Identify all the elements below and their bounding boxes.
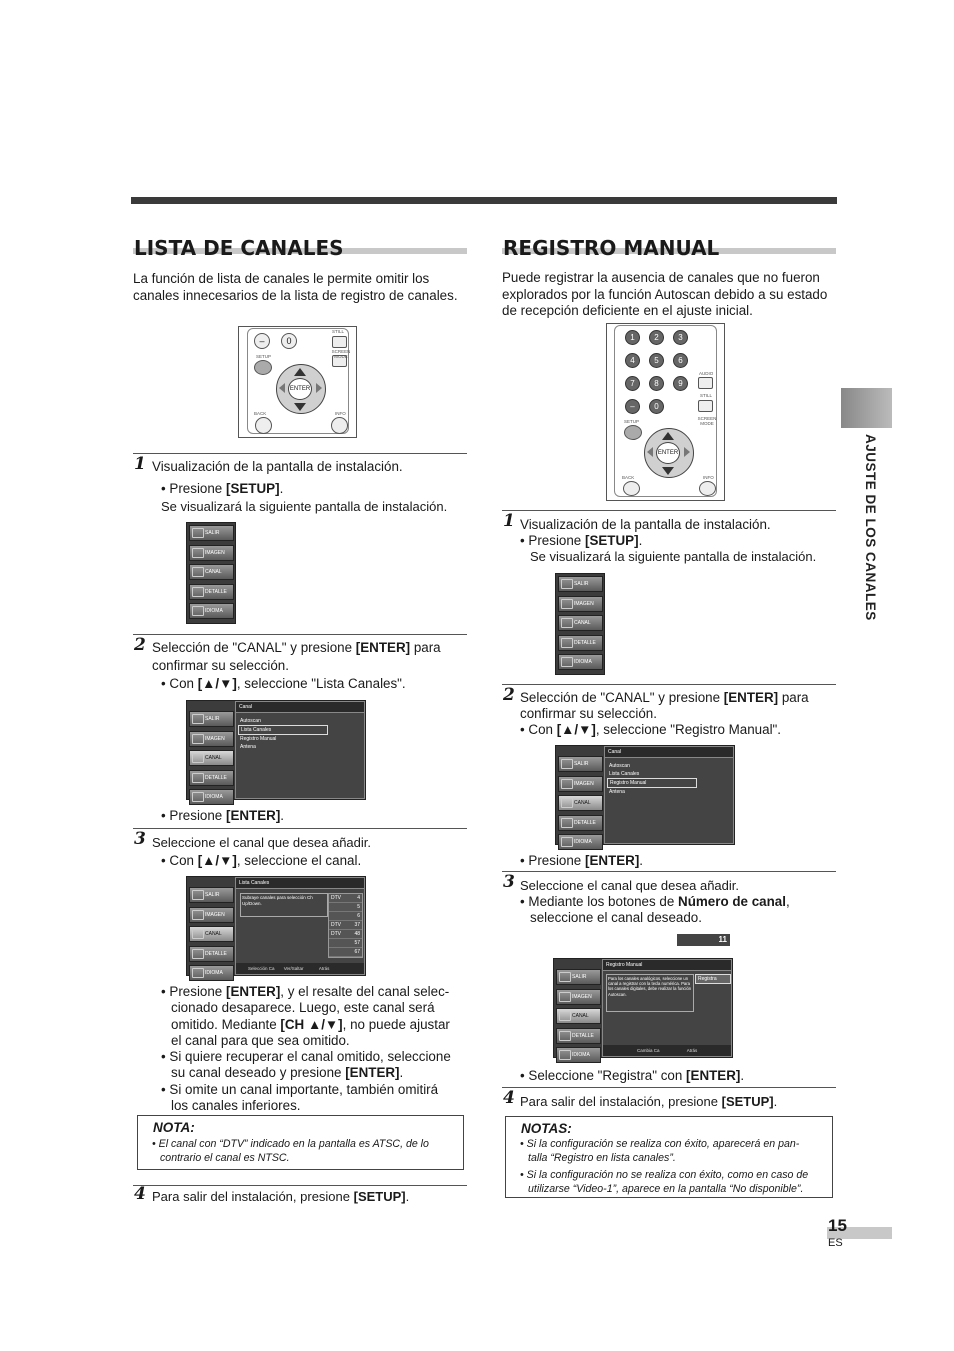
info-label: INFO — [335, 411, 346, 416]
num-6-button: 6 — [673, 353, 688, 368]
num-8-button: 8 — [649, 376, 664, 391]
dash-button: – — [254, 333, 270, 349]
menu-detalle: DETALLE — [556, 1028, 601, 1044]
step-2-bullet: • Con [▲/▼], seleccione "Registro Manual". — [520, 722, 782, 737]
screen-mode-label: SCREEN MODE — [331, 349, 351, 359]
menu-salir: SALIR — [189, 711, 234, 727]
menu-canal: CANAL — [556, 1008, 601, 1024]
menu-canal: CANAL — [189, 926, 234, 942]
channel-row: DTV 48 — [331, 931, 360, 937]
canal-panel — [604, 746, 734, 844]
item-registro-manual: Registro Manual — [240, 736, 277, 742]
num-4-button: 4 — [625, 353, 640, 368]
num-3-button: 3 — [673, 330, 688, 345]
notas-box — [505, 1116, 833, 1198]
info-label: INFO — [703, 475, 714, 480]
step-3-number: 3 — [503, 872, 515, 892]
channel-row: 57 — [329, 939, 362, 948]
num-1-button: 1 — [625, 330, 640, 345]
zero-button: 0 — [649, 399, 664, 414]
back-label: BACK — [622, 475, 635, 480]
step-rule — [133, 634, 467, 635]
step-2-bullet: • Con [▲/▼], seleccione "Lista Canales". — [161, 676, 406, 691]
menu-idioma: IDIOMA — [558, 834, 603, 850]
item-lista-canales: Lista Canales — [609, 771, 640, 777]
step-1-result: Se visualizará la siguiente pantalla de instalación. — [161, 499, 448, 514]
registro-manual-screen — [553, 958, 733, 1058]
step-rule — [502, 871, 836, 872]
menu-idioma: IDIOMA — [189, 603, 234, 619]
channel-row: 6 — [329, 912, 362, 921]
back-button — [255, 417, 272, 434]
notas-text: • Si la configuración se realiza con éxito, aparecerá en pan- talla “Registro en lista canales”. • Si la configuración no se realiza con éxito, como en caso de utilizarse “Video-1”, aparece en la pantalla “No disponible”. — [520, 1138, 809, 1195]
section-title-lista-canales: LISTA DE CANALES — [133, 238, 467, 254]
step-4-number: 4 — [503, 1088, 515, 1108]
screen-mode-label: SCREEN MODE — [697, 416, 717, 426]
registro-header: Registro Manual — [603, 960, 731, 971]
page-language: ES — [828, 1237, 843, 1249]
item-autoscan: Autoscan — [609, 763, 630, 769]
registro-intro: Puede registrar la ausencia de canales que no fueron explorados por la función Autoscan debido a su estado de recepción deficiente en el ajuste inicial. — [502, 270, 828, 318]
menu-idioma: IDIOMA — [189, 965, 234, 981]
step-1-result: Se visualizará la siguiente pantalla de instalación. — [530, 549, 817, 564]
num-5-button: 5 — [649, 353, 664, 368]
notas-title: NOTAS: — [521, 1121, 572, 1136]
step-4-number: 4 — [134, 1184, 146, 1204]
chapter-tab — [841, 388, 892, 428]
menu-imagen: IMAGEN — [556, 989, 601, 1005]
step-3-bullet-2: • Seleccione "Registra" con [ENTER]. — [520, 1068, 745, 1083]
menu-imagen: IMAGEN — [558, 596, 603, 612]
step-2-bullet-2: • Presione [ENTER]. — [161, 808, 285, 823]
canal-menu-screen — [186, 700, 366, 800]
remote-control-illustration — [238, 326, 357, 438]
top-rule — [131, 197, 837, 204]
nota-title: NOTA: — [153, 1120, 195, 1135]
item-autoscan: Autoscan — [240, 718, 261, 724]
menu-detalle: DETALLE — [189, 946, 234, 962]
menu-canal: CANAL — [189, 564, 234, 580]
registra-button: Registra — [695, 974, 731, 984]
step-rule — [502, 1087, 836, 1088]
menu-canal: CANAL — [189, 750, 234, 766]
step-rule — [133, 1185, 467, 1186]
menu-canal: CANAL — [558, 795, 603, 811]
lista-footer: Selección Ca Ver/Saltar Atrás — [236, 963, 364, 974]
item-registro-manual: Registro Manual — [607, 778, 697, 788]
right-arrow-icon — [684, 447, 690, 457]
canal-header: Canal — [605, 747, 733, 758]
item-antena: Antena — [240, 744, 256, 750]
setup-menu-screen — [186, 522, 236, 624]
menu-detalle: DETALLE — [189, 770, 234, 786]
lista-header: Lista Canales — [236, 878, 364, 889]
menu-imagen: IMAGEN — [189, 545, 234, 561]
num-2-button: 2 — [649, 330, 664, 345]
step-2-bullet-2: • Presione [ENTER]. — [520, 853, 644, 868]
setup-button — [624, 425, 642, 440]
menu-idioma: IDIOMA — [558, 654, 603, 670]
channel-row: 5 — [329, 903, 362, 912]
step-1-bullet: • Presione [SETUP]. — [161, 481, 284, 496]
enter-button — [288, 378, 312, 400]
menu-detalle: DETALLE — [189, 584, 234, 600]
info-button — [331, 417, 348, 434]
menu-imagen: IMAGEN — [558, 776, 603, 792]
registro-panel — [602, 959, 732, 1057]
still-label: STILL — [332, 329, 345, 334]
chapter-label: AJUSTE DE LOS CANALES — [863, 434, 878, 621]
menu-salir: SALIR — [189, 525, 234, 541]
canal-panel — [235, 701, 365, 799]
setup-button — [254, 360, 272, 375]
step-4-text: Para salir del instalación, presione [SETUP]. — [520, 1094, 778, 1109]
left-arrow-icon — [647, 447, 653, 457]
menu-salir: SALIR — [189, 887, 234, 903]
canal-menu-screen — [555, 745, 735, 845]
still-label: STILL — [700, 393, 713, 398]
step-1-text: Visualización de la pantalla de instalación. — [152, 459, 403, 474]
step-2-text: Selección de "CANAL" y presione [ENTER] para — [520, 690, 809, 705]
back-button — [623, 481, 640, 496]
step-rule — [502, 510, 836, 511]
channel-row: 67 — [329, 948, 362, 957]
audio-button — [698, 377, 713, 389]
down-arrow-icon — [294, 403, 306, 411]
menu-salir: SALIR — [558, 756, 603, 772]
registro-footer: Cambia Ca Atrás — [603, 1045, 731, 1056]
enter-label: ENTER — [657, 450, 679, 456]
page-number: 15 — [828, 1216, 847, 1235]
num-9-button: 9 — [673, 376, 688, 391]
step-3-number: 3 — [134, 829, 146, 849]
item-antena: Antena — [609, 789, 625, 795]
step-2-text-2: confirmar su selección. — [520, 706, 657, 721]
setup-menu-screen — [555, 573, 605, 675]
down-arrow-icon — [662, 467, 674, 475]
menu-detalle: DETALLE — [558, 815, 603, 831]
step-3-text-2: seleccione el canal deseado. — [530, 910, 702, 925]
section-title-registro-manual: REGISTRO MANUAL — [502, 238, 836, 254]
registro-message: Para los canales analógicos, seleccione un canal a registrar con la tecla numérica. Para los canales digitales, debe realizar la función Autoscan. — [606, 974, 694, 1012]
setup-label: SETUP — [624, 419, 640, 424]
remote-control-illustration — [606, 323, 725, 501]
step-2-number: 2 — [503, 685, 515, 705]
step-2-number: 2 — [134, 635, 146, 655]
zero-button: 0 — [281, 333, 297, 349]
enter-label: ENTER — [289, 386, 311, 392]
step-3-bullet: • Con [▲/▼], seleccione el canal. — [161, 853, 362, 868]
step-3-text: Seleccione el canal que desea añadir. — [520, 878, 739, 893]
step-2-text-2: confirmar su selección. — [152, 658, 289, 673]
nota-text: • El canal con “DTV” indicado en la pantalla es ATSC, de lo contrario el canal es NTSC. — [152, 1138, 429, 1164]
channel-row: DTV 4 — [331, 895, 360, 901]
up-arrow-icon — [294, 368, 306, 376]
still-button — [698, 400, 713, 412]
step-4-text: Para salir del instalación, presione [SETUP]. — [152, 1189, 410, 1204]
num-7-button: 7 — [625, 376, 640, 391]
menu-salir: SALIR — [558, 576, 603, 592]
menu-salir: SALIR — [556, 969, 601, 985]
audio-label: AUDIO — [699, 371, 714, 376]
step-1-bullet: • Presione [SETUP]. — [520, 533, 643, 548]
still-button — [332, 336, 347, 348]
step-2-text: Selección de "CANAL" y presione [ENTER] para — [152, 640, 441, 655]
menu-imagen: IMAGEN — [189, 907, 234, 923]
back-label: BACK — [254, 411, 267, 416]
step-3-bullet: • Mediante los botones de Número de canal, — [520, 894, 790, 909]
step-3-text: Seleccione el canal que desea añadir. — [152, 835, 371, 850]
step-1-number: 1 — [134, 454, 146, 474]
menu-canal: CANAL — [558, 615, 603, 631]
up-arrow-icon — [662, 432, 674, 440]
right-arrow-icon — [316, 383, 322, 393]
channel-row: DTV 37 — [331, 922, 360, 928]
step-rule — [133, 828, 467, 829]
menu-detalle: DETALLE — [558, 635, 603, 651]
step-1-number: 1 — [503, 511, 515, 531]
menu-idioma: IDIOMA — [556, 1047, 601, 1063]
item-lista-canales: Lista Canales — [238, 725, 328, 735]
channel-number-display: 11 — [677, 934, 730, 946]
step-1-text: Visualización de la pantalla de instalación. — [520, 517, 771, 532]
menu-imagen: IMAGEN — [189, 731, 234, 747]
lista-message: Subraye canales para selección Ch Up/Down. — [240, 893, 328, 917]
setup-label: SETUP — [256, 354, 272, 359]
channel-list — [328, 893, 363, 958]
canal-header: Canal — [236, 702, 364, 713]
step-rule — [502, 684, 836, 685]
nota-box — [137, 1115, 464, 1170]
lista-intro: La función de lista de canales le permite omitir los canales innecesarios de la lista de registro de canales. — [133, 271, 458, 303]
enter-button — [656, 442, 680, 464]
lista-bullets: • Presione [ENTER], y el resalte del canal selec- cionado desaparece. Luego, este canal será omitido. Mediante [CH ▲/▼], no puede ajustar el canal para que sea omitido. • Si quiere recuperar el canal omitido, seleccione su canal deseado y presione [ENTER]. • Si omite un canal importante, también omitirá los canales inferiores. — [161, 984, 451, 1114]
lista-canales-screen — [186, 876, 366, 976]
left-arrow-icon — [279, 383, 285, 393]
lista-panel — [235, 877, 365, 975]
step-rule — [133, 453, 467, 454]
menu-idioma: IDIOMA — [189, 789, 234, 805]
info-button — [699, 481, 716, 496]
dash-button: – — [625, 399, 640, 414]
